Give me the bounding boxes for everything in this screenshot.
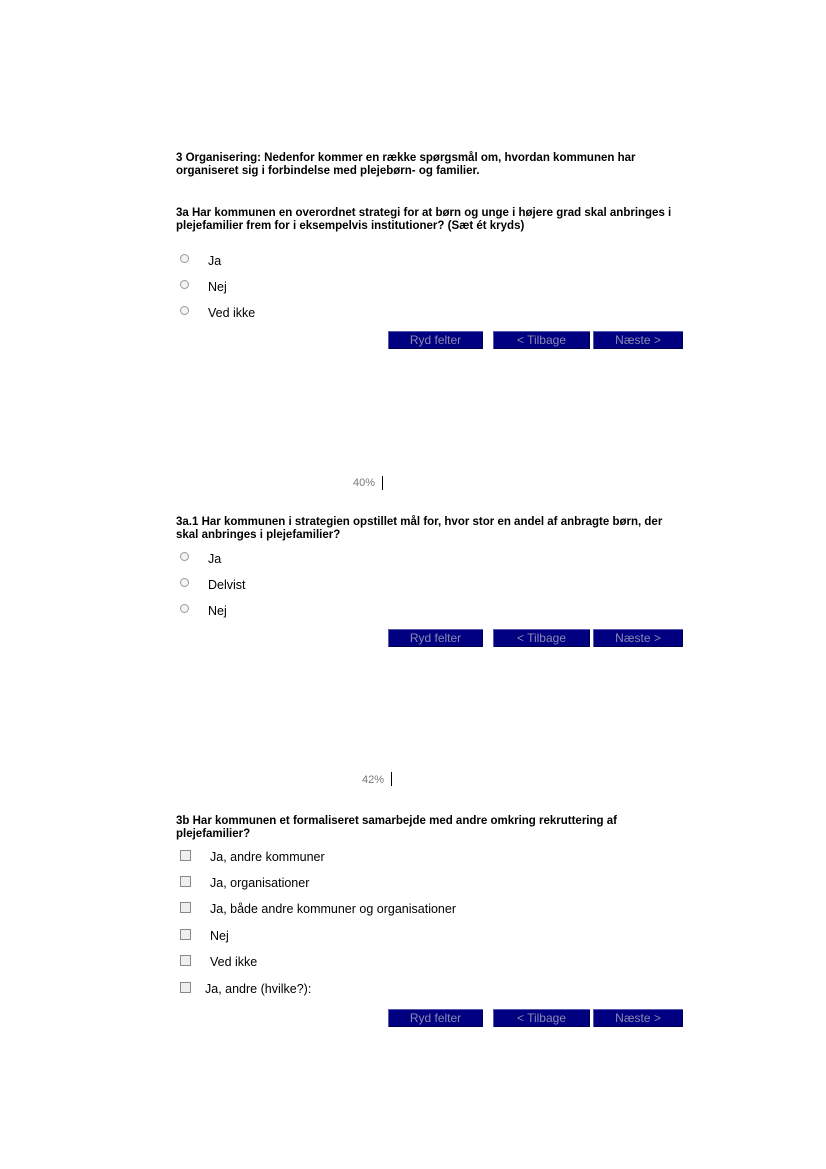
question-3a1: 3a.1 Har kommunen i strategien opstillet mål for, hvor stor en andel af anbragte børn, der skal anbringes i plejefamilier? — [176, 516, 663, 541]
next-button[interactable]: Næste > — [593, 629, 683, 647]
next-button[interactable]: Næste > — [593, 331, 683, 349]
option-3a1-nej[interactable] — [180, 603, 227, 619]
option-3b-andre-kommuner[interactable] — [180, 849, 325, 865]
option-label: Ja — [208, 552, 222, 566]
option-3a1-delvist[interactable] — [180, 577, 246, 593]
radio-button[interactable] — [180, 604, 189, 613]
progress-label: 40% — [353, 477, 376, 489]
option-label: Ja, både andre kommuner og organisationer — [210, 902, 456, 916]
progress-marker — [391, 772, 392, 786]
option-label: Ved ikke — [210, 955, 258, 969]
question-3a: 3a Har kommunen en overordnet strategi for at børn og unge i højere grad skal anbringes i plejefamilier frem for i eksempelvis institutioner? (Sæt ét kryds) — [176, 207, 672, 232]
option-3a1-ja[interactable] — [180, 551, 221, 567]
back-button[interactable]: < Tilbage — [493, 629, 590, 647]
option-3b-ved-ikke[interactable] — [180, 954, 257, 970]
option-label: Nej — [210, 929, 229, 943]
option-3b-nej[interactable] — [180, 928, 229, 944]
option-label: Nej — [208, 604, 227, 618]
next-button[interactable]: Næste > — [593, 1009, 683, 1027]
option-label: Ja, andre (hvilke?): — [205, 982, 312, 996]
option-3a-ja[interactable] — [180, 253, 221, 269]
option-label: Ja, andre kommuner — [210, 850, 325, 864]
clear-button[interactable]: Ryd felter — [388, 629, 483, 647]
section-title: 3 Organisering: Nedenfor kommer en række spørgsmål om, hvordan kommunen har organiseret sig i forbindelse med plejebørn- og familier. — [176, 152, 636, 177]
option-label: Delvist — [208, 578, 246, 592]
checkbox[interactable] — [180, 850, 191, 861]
radio-button[interactable] — [180, 578, 189, 587]
option-label: Ja, organisationer — [210, 876, 310, 890]
radio-button[interactable] — [180, 280, 189, 289]
checkbox[interactable] — [180, 955, 191, 966]
option-3b-andre-hvilke[interactable] — [180, 981, 311, 997]
progress-marker — [382, 476, 383, 490]
radio-button[interactable] — [180, 306, 189, 315]
clear-button[interactable]: Ryd felter — [388, 331, 483, 349]
option-label: Ved ikke — [208, 306, 256, 320]
back-button[interactable]: < Tilbage — [493, 331, 590, 349]
radio-button[interactable] — [180, 254, 189, 263]
radio-button[interactable] — [180, 552, 189, 561]
progress-label: 42% — [362, 774, 385, 786]
option-3a-nej[interactable] — [180, 279, 227, 295]
option-3b-organisationer[interactable] — [180, 875, 309, 891]
option-3a-ved-ikke[interactable] — [180, 305, 255, 321]
option-3b-begge[interactable] — [180, 901, 456, 917]
checkbox[interactable] — [180, 902, 191, 913]
checkbox[interactable] — [180, 982, 191, 993]
back-button[interactable]: < Tilbage — [493, 1009, 590, 1027]
option-label: Nej — [208, 280, 227, 294]
clear-button[interactable]: Ryd felter — [388, 1009, 483, 1027]
checkbox[interactable] — [180, 929, 191, 940]
question-3b: 3b Har kommunen et formaliseret samarbejde med andre omkring rekruttering af plejefamilier? — [176, 815, 617, 840]
checkbox[interactable] — [180, 876, 191, 887]
option-label: Ja — [208, 254, 222, 268]
